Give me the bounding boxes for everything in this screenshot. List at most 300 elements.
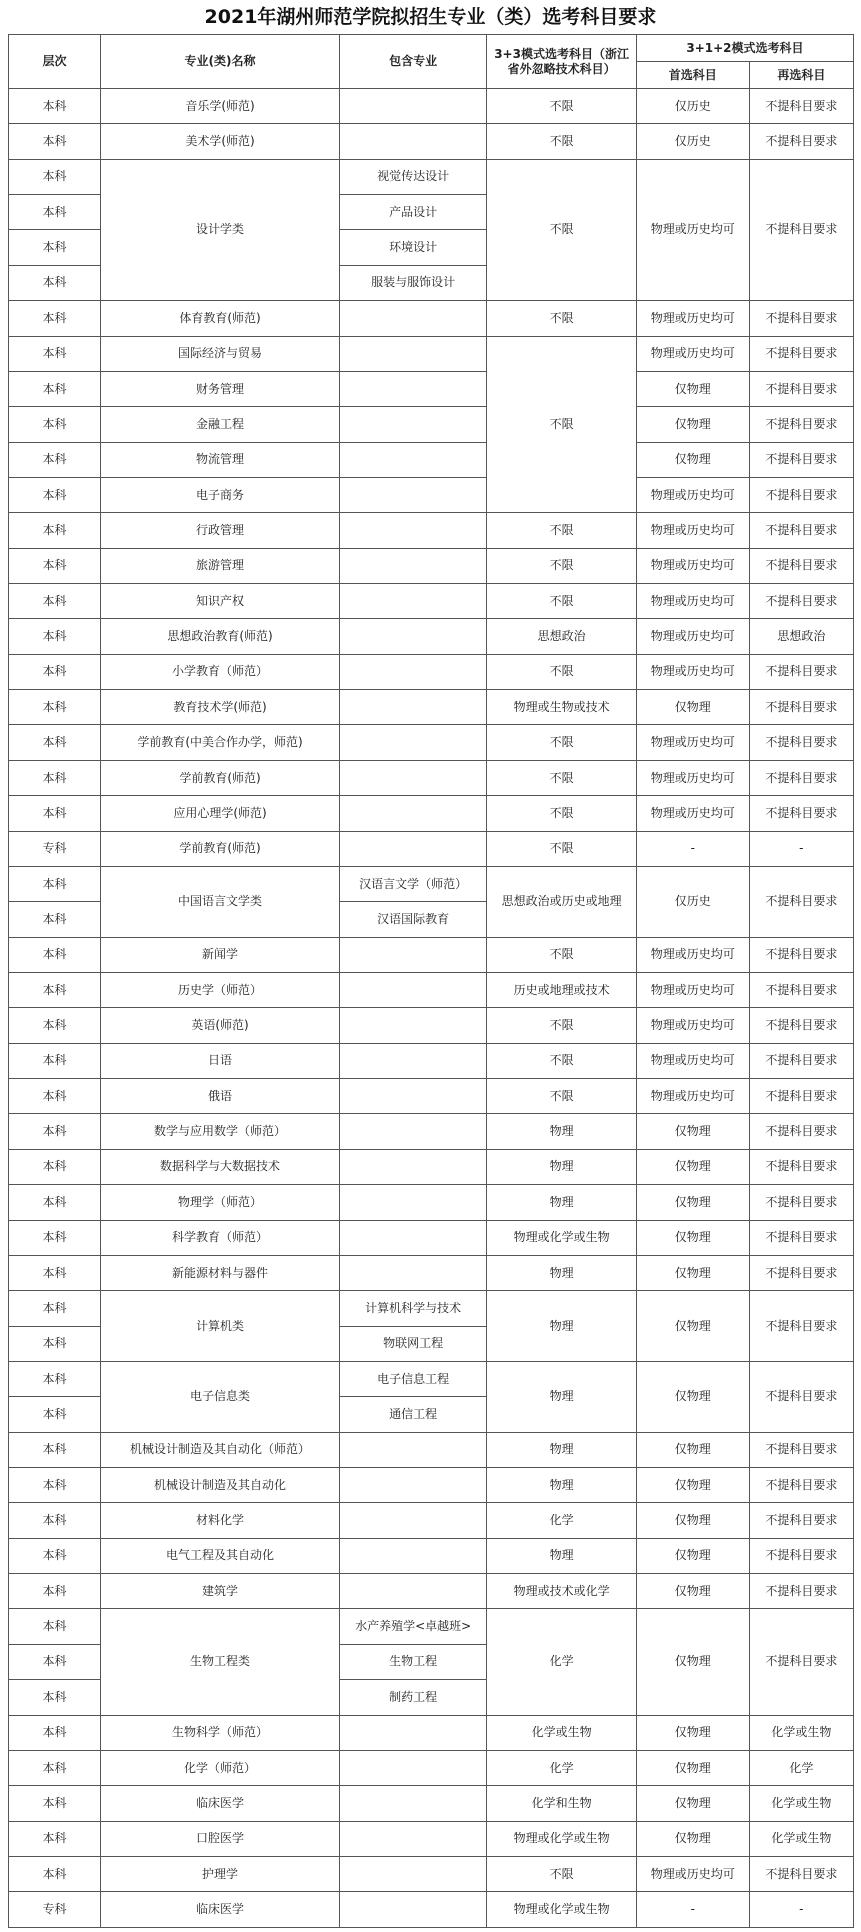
cell-level: 本科 [9, 902, 101, 937]
cell-major-name: 计算机类 [100, 1291, 339, 1362]
cell-sub-major [340, 477, 487, 512]
cell-level: 本科 [9, 230, 101, 265]
cell-mode-3-3: 不限 [487, 1856, 637, 1891]
cell-first-subject: 仅物理 [636, 1468, 749, 1503]
page-title: 2021年湖州师范学院拟招生专业（类）选考科目要求 [204, 6, 657, 28]
cell-second-subject: 不提科目要求 [749, 1574, 853, 1609]
cell-major-name: 学前教育(师范) [100, 831, 339, 866]
header-row [9, 35, 854, 62]
cell-major-name: 学前教育(师范) [100, 760, 339, 795]
table-row [9, 972, 854, 1007]
cell-sub-major: 生物工程 [340, 1644, 487, 1679]
cell-mode-3-3: 物理 [487, 1185, 637, 1220]
table-row [9, 1432, 854, 1467]
cell-major-name: 数据科学与大数据技术 [100, 1149, 339, 1184]
cell-level: 专科 [9, 831, 101, 866]
cell-level: 本科 [9, 1786, 101, 1821]
cell-first-subject: 仅物理 [636, 1574, 749, 1609]
cell-major-name: 新能源材料与器件 [100, 1255, 339, 1290]
table-row [9, 1220, 854, 1255]
table-row [9, 1609, 854, 1644]
cell-level: 本科 [9, 407, 101, 442]
cell-mode-3-3: 不限 [487, 796, 637, 831]
table-row [9, 866, 854, 901]
cell-sub-major [340, 124, 487, 159]
cell-mode-3-3: 物理或化学或生物 [487, 1821, 637, 1856]
cell-major-name: 俄语 [100, 1079, 339, 1114]
cell-first-subject: 仅物理 [636, 1432, 749, 1467]
cell-level: 本科 [9, 301, 101, 336]
cell-second-subject: 不提科目要求 [749, 1220, 853, 1255]
cell-mode-3-3: 不限 [487, 1008, 637, 1043]
table-row [9, 477, 854, 512]
cell-major-name: 旅游管理 [100, 548, 339, 583]
cell-second-subject: 不提科目要求 [749, 972, 853, 1007]
cell-level: 本科 [9, 1255, 101, 1290]
cell-second-subject: 不提科目要求 [749, 1149, 853, 1184]
cell-major-name: 教育技术学(师范) [100, 690, 339, 725]
cell-sub-major [340, 1079, 487, 1114]
cell-level: 本科 [9, 1538, 101, 1573]
cell-sub-major: 计算机科学与技术 [340, 1291, 487, 1326]
cell-first-subject: 物理或历史均可 [636, 336, 749, 371]
cell-first-subject: 物理或历史均可 [636, 1043, 749, 1078]
cell-level: 本科 [9, 796, 101, 831]
table-row [9, 1255, 854, 1290]
table-row [9, 89, 854, 124]
cell-first-subject: 仅历史 [636, 124, 749, 159]
cell-sub-major [340, 619, 487, 654]
cell-sub-major: 物联网工程 [340, 1326, 487, 1361]
cell-major-name: 美术学(师范) [100, 124, 339, 159]
cell-second-subject: 化学或生物 [749, 1786, 853, 1821]
header-second-subject: 再选科目 [749, 62, 853, 89]
cell-level: 本科 [9, 195, 101, 230]
cell-second-subject: 不提科目要求 [749, 301, 853, 336]
cell-mode-3-3: 历史或地理或技术 [487, 972, 637, 1007]
cell-first-subject: 物理或历史均可 [636, 654, 749, 689]
cell-mode-3-3: 物理 [487, 1538, 637, 1573]
cell-sub-major [340, 1574, 487, 1609]
cell-second-subject: 不提科目要求 [749, 442, 853, 477]
cell-sub-major [340, 1114, 487, 1149]
cell-mode-3-3: 物理 [487, 1468, 637, 1503]
cell-first-subject: 物理或历史均可 [636, 937, 749, 972]
table-row [9, 796, 854, 831]
cell-major-name: 知识产权 [100, 584, 339, 619]
requirements-table [8, 34, 854, 1928]
cell-first-subject: 物理或历史均可 [636, 1856, 749, 1891]
cell-second-subject: 不提科目要求 [749, 690, 853, 725]
cell-level: 本科 [9, 584, 101, 619]
cell-sub-major [340, 831, 487, 866]
table-row [9, 159, 854, 194]
table-row [9, 1821, 854, 1856]
cell-level: 本科 [9, 265, 101, 300]
cell-second-subject: 不提科目要求 [749, 548, 853, 583]
cell-major-name: 财务管理 [100, 371, 339, 406]
table-row [9, 937, 854, 972]
cell-sub-major: 环境设计 [340, 230, 487, 265]
cell-level: 本科 [9, 371, 101, 406]
cell-mode-3-3: 不限 [487, 760, 637, 795]
requirements-table-wrapper [8, 34, 854, 1928]
cell-second-subject: 不提科目要求 [749, 760, 853, 795]
table-row [9, 831, 854, 866]
cell-level: 本科 [9, 442, 101, 477]
cell-major-name: 中国语言文学类 [100, 866, 339, 937]
cell-level: 本科 [9, 1715, 101, 1750]
cell-first-subject: 物理或历史均可 [636, 796, 749, 831]
cell-major-name: 历史学（师范） [100, 972, 339, 1007]
table-row [9, 407, 854, 442]
cell-major-name: 电气工程及其自动化 [100, 1538, 339, 1573]
cell-major-name: 电子商务 [100, 477, 339, 512]
cell-major-name: 物理学（师范） [100, 1185, 339, 1220]
cell-level: 本科 [9, 1291, 101, 1326]
cell-sub-major [340, 1538, 487, 1573]
cell-level: 本科 [9, 654, 101, 689]
cell-mode-3-3: 物理或化学或生物 [487, 1892, 637, 1928]
cell-first-subject: 物理或历史均可 [636, 619, 749, 654]
cell-second-subject: 不提科目要求 [749, 1538, 853, 1573]
cell-mode-3-3: 不限 [487, 513, 637, 548]
cell-level: 本科 [9, 619, 101, 654]
cell-sub-major [340, 796, 487, 831]
cell-sub-major [340, 548, 487, 583]
cell-major-name: 金融工程 [100, 407, 339, 442]
cell-first-subject: 物理或历史均可 [636, 760, 749, 795]
cell-mode-3-3: 化学 [487, 1750, 637, 1785]
cell-level: 本科 [9, 690, 101, 725]
cell-major-name: 材料化学 [100, 1503, 339, 1538]
cell-sub-major [340, 442, 487, 477]
cell-mode-3-3: 物理或化学或生物 [487, 1220, 637, 1255]
cell-mode-3-3: 物理 [487, 1149, 637, 1184]
table-row [9, 1149, 854, 1184]
cell-second-subject: 不提科目要求 [749, 866, 853, 937]
cell-first-subject: 仅物理 [636, 442, 749, 477]
cell-major-name: 口腔医学 [100, 1821, 339, 1856]
table-row [9, 442, 854, 477]
cell-mode-3-3: 不限 [487, 548, 637, 583]
table-row [9, 1503, 854, 1538]
cell-second-subject: 不提科目要求 [749, 1291, 853, 1362]
cell-second-subject: 不提科目要求 [749, 1043, 853, 1078]
cell-first-subject: 物理或历史均可 [636, 972, 749, 1007]
table-row [9, 548, 854, 583]
table-row [9, 1786, 854, 1821]
cell-mode-3-3: 不限 [487, 1079, 637, 1114]
cell-sub-major [340, 760, 487, 795]
table-row [9, 124, 854, 159]
cell-mode-3-3: 化学 [487, 1503, 637, 1538]
cell-second-subject: 不提科目要求 [749, 513, 853, 548]
table-row [9, 1856, 854, 1891]
cell-sub-major [340, 1043, 487, 1078]
cell-sub-major [340, 1503, 487, 1538]
cell-first-subject: 仅物理 [636, 1291, 749, 1362]
cell-level: 本科 [9, 866, 101, 901]
cell-second-subject: 不提科目要求 [749, 725, 853, 760]
cell-mode-3-3: 化学和生物 [487, 1786, 637, 1821]
cell-first-subject: 物理或历史均可 [636, 1079, 749, 1114]
cell-mode-3-3: 思想政治或历史或地理 [487, 866, 637, 937]
cell-mode-3-3: 不限 [487, 1043, 637, 1078]
cell-sub-major [340, 1750, 487, 1785]
cell-sub-major [340, 584, 487, 619]
cell-level: 本科 [9, 1043, 101, 1078]
cell-major-name: 日语 [100, 1043, 339, 1078]
cell-major-name: 行政管理 [100, 513, 339, 548]
cell-first-subject: 仅物理 [636, 1255, 749, 1290]
cell-second-subject: 化学 [749, 1750, 853, 1785]
table-row [9, 1892, 854, 1928]
cell-mode-3-3: 物理 [487, 1361, 637, 1432]
cell-sub-major [340, 1220, 487, 1255]
table-row [9, 725, 854, 760]
cell-level: 本科 [9, 1432, 101, 1467]
cell-major-name: 机械设计制造及其自动化 [100, 1468, 339, 1503]
cell-level: 本科 [9, 1574, 101, 1609]
cell-level: 本科 [9, 1397, 101, 1432]
cell-first-subject: 物理或历史均可 [636, 725, 749, 760]
cell-level: 本科 [9, 1750, 101, 1785]
cell-sub-major: 视觉传达设计 [340, 159, 487, 194]
cell-major-name: 新闻学 [100, 937, 339, 972]
cell-sub-major: 电子信息工程 [340, 1361, 487, 1396]
cell-major-name: 国际经济与贸易 [100, 336, 339, 371]
cell-mode-3-3: 不限 [487, 831, 637, 866]
cell-first-subject: 物理或历史均可 [636, 159, 749, 300]
cell-level: 本科 [9, 1114, 101, 1149]
cell-first-subject: 物理或历史均可 [636, 1008, 749, 1043]
cell-mode-3-3: 化学或生物 [487, 1715, 637, 1750]
cell-major-name: 体育教育(师范) [100, 301, 339, 336]
cell-level: 本科 [9, 89, 101, 124]
cell-second-subject: 不提科目要求 [749, 1361, 853, 1432]
cell-major-name: 机械设计制造及其自动化（师范） [100, 1432, 339, 1467]
cell-level: 本科 [9, 1856, 101, 1891]
cell-second-subject: 化学或生物 [749, 1715, 853, 1750]
cell-major-name: 物流管理 [100, 442, 339, 477]
cell-second-subject: 不提科目要求 [749, 89, 853, 124]
cell-level: 本科 [9, 159, 101, 194]
cell-sub-major [340, 654, 487, 689]
cell-major-name: 应用心理学(师范) [100, 796, 339, 831]
cell-level: 本科 [9, 124, 101, 159]
cell-second-subject: 思想政治 [749, 619, 853, 654]
cell-level: 本科 [9, 1326, 101, 1361]
cell-sub-major [340, 1821, 487, 1856]
cell-second-subject: 不提科目要求 [749, 937, 853, 972]
cell-first-subject: 仅物理 [636, 1185, 749, 1220]
table-row [9, 1079, 854, 1114]
cell-sub-major [340, 336, 487, 371]
cell-sub-major [340, 1468, 487, 1503]
cell-second-subject: 不提科目要求 [749, 1503, 853, 1538]
cell-sub-major [340, 301, 487, 336]
cell-second-subject: 不提科目要求 [749, 336, 853, 371]
cell-sub-major [340, 937, 487, 972]
cell-first-subject: 仅物理 [636, 1114, 749, 1149]
table-row [9, 584, 854, 619]
header-mode-3-3: 3+3模式选考科目（浙江省外忽略技术科目） [487, 35, 637, 89]
cell-major-name: 临床医学 [100, 1786, 339, 1821]
cell-major-name: 科学教育（师范） [100, 1220, 339, 1255]
cell-first-subject: 仅物理 [636, 371, 749, 406]
table-row [9, 1008, 854, 1043]
cell-sub-major [340, 513, 487, 548]
cell-second-subject: 不提科目要求 [749, 407, 853, 442]
cell-second-subject: 不提科目要求 [749, 1114, 853, 1149]
cell-sub-major [340, 1432, 487, 1467]
cell-sub-major: 水产养殖学<卓越班> [340, 1609, 487, 1644]
cell-mode-3-3: 不限 [487, 89, 637, 124]
header-first-subject: 首选科目 [636, 62, 749, 89]
cell-first-subject: 仅物理 [636, 407, 749, 442]
cell-mode-3-3: 物理 [487, 1291, 637, 1362]
cell-sub-major [340, 1185, 487, 1220]
cell-first-subject: 仅物理 [636, 1750, 749, 1785]
table-row [9, 371, 854, 406]
cell-first-subject: 仅物理 [636, 1538, 749, 1573]
cell-second-subject: - [749, 831, 853, 866]
cell-sub-major: 产品设计 [340, 195, 487, 230]
cell-first-subject: 仅物理 [636, 1821, 749, 1856]
cell-level: 本科 [9, 1503, 101, 1538]
cell-level: 本科 [9, 1220, 101, 1255]
cell-sub-major: 通信工程 [340, 1397, 487, 1432]
cell-mode-3-3: 不限 [487, 159, 637, 300]
cell-first-subject: 仅物理 [636, 1503, 749, 1538]
cell-first-subject: 仅物理 [636, 1361, 749, 1432]
cell-second-subject: 不提科目要求 [749, 159, 853, 300]
cell-major-name: 化学（师范） [100, 1750, 339, 1785]
cell-level: 本科 [9, 1609, 101, 1644]
cell-major-name: 护理学 [100, 1856, 339, 1891]
table-row [9, 513, 854, 548]
cell-major-name: 设计学类 [100, 159, 339, 300]
table-row [9, 619, 854, 654]
cell-second-subject: 不提科目要求 [749, 1432, 853, 1467]
cell-first-subject: 物理或历史均可 [636, 548, 749, 583]
cell-level: 本科 [9, 937, 101, 972]
cell-sub-major [340, 1892, 487, 1928]
cell-level: 本科 [9, 760, 101, 795]
cell-mode-3-3: 思想政治 [487, 619, 637, 654]
cell-sub-major [340, 89, 487, 124]
table-row [9, 301, 854, 336]
cell-major-name: 临床医学 [100, 1892, 339, 1928]
cell-second-subject: 不提科目要求 [749, 584, 853, 619]
cell-second-subject: 不提科目要求 [749, 1079, 853, 1114]
header-sub-majors: 包含专业 [340, 35, 487, 89]
cell-mode-3-3: 物理 [487, 1432, 637, 1467]
cell-level: 本科 [9, 513, 101, 548]
cell-second-subject: 不提科目要求 [749, 1468, 853, 1503]
cell-second-subject: 不提科目要求 [749, 1185, 853, 1220]
cell-sub-major [340, 1255, 487, 1290]
cell-level: 本科 [9, 1185, 101, 1220]
table-row [9, 760, 854, 795]
cell-sub-major: 汉语国际教育 [340, 902, 487, 937]
table-row [9, 336, 854, 371]
cell-sub-major: 服装与服饰设计 [340, 265, 487, 300]
cell-mode-3-3: 不限 [487, 937, 637, 972]
cell-level: 本科 [9, 1361, 101, 1396]
table-row [9, 1468, 854, 1503]
cell-second-subject: 不提科目要求 [749, 654, 853, 689]
cell-major-name: 音乐学(师范) [100, 89, 339, 124]
cell-second-subject: 不提科目要求 [749, 1008, 853, 1043]
cell-major-name: 电子信息类 [100, 1361, 339, 1432]
table-row [9, 1185, 854, 1220]
cell-mode-3-3: 不限 [487, 654, 637, 689]
cell-first-subject: - [636, 831, 749, 866]
cell-level: 本科 [9, 336, 101, 371]
cell-mode-3-3: 物理 [487, 1114, 637, 1149]
cell-mode-3-3: 物理 [487, 1255, 637, 1290]
cell-level: 本科 [9, 1468, 101, 1503]
cell-level: 本科 [9, 477, 101, 512]
header-major: 专业(类)名称 [100, 35, 339, 89]
cell-sub-major [340, 1149, 487, 1184]
cell-level: 本科 [9, 1079, 101, 1114]
cell-mode-3-3: 不限 [487, 336, 637, 513]
cell-level: 专科 [9, 1892, 101, 1928]
cell-first-subject: 仅历史 [636, 89, 749, 124]
cell-sub-major [340, 1786, 487, 1821]
cell-first-subject: 物理或历史均可 [636, 477, 749, 512]
cell-sub-major: 制药工程 [340, 1680, 487, 1715]
header-mode-3-1-2: 3+1+2模式选考科目 [636, 35, 853, 62]
cell-level: 本科 [9, 1008, 101, 1043]
cell-second-subject: 不提科目要求 [749, 371, 853, 406]
cell-first-subject: 仅物理 [636, 1715, 749, 1750]
cell-major-name: 生物工程类 [100, 1609, 339, 1715]
cell-first-subject: 仅物理 [636, 1149, 749, 1184]
cell-first-subject: - [636, 1892, 749, 1928]
cell-second-subject: 不提科目要求 [749, 1255, 853, 1290]
cell-sub-major [340, 407, 487, 442]
cell-mode-3-3: 不限 [487, 584, 637, 619]
cell-second-subject: 不提科目要求 [749, 124, 853, 159]
cell-mode-3-3: 物理或生物或技术 [487, 690, 637, 725]
table-row [9, 1291, 854, 1326]
cell-major-name: 英语(师范) [100, 1008, 339, 1043]
table-row [9, 1114, 854, 1149]
cell-level: 本科 [9, 725, 101, 760]
cell-level: 本科 [9, 1149, 101, 1184]
cell-mode-3-3: 不限 [487, 725, 637, 760]
cell-first-subject: 物理或历史均可 [636, 301, 749, 336]
cell-second-subject: 不提科目要求 [749, 796, 853, 831]
cell-second-subject: 不提科目要求 [749, 1609, 853, 1715]
table-row [9, 1715, 854, 1750]
cell-first-subject: 仅历史 [636, 866, 749, 937]
cell-first-subject: 物理或历史均可 [636, 584, 749, 619]
table-row [9, 690, 854, 725]
cell-major-name: 思想政治教育(师范) [100, 619, 339, 654]
cell-major-name: 生物科学（师范） [100, 1715, 339, 1750]
cell-major-name: 数学与应用数学（师范） [100, 1114, 339, 1149]
cell-sub-major: 汉语言文学（师范） [340, 866, 487, 901]
cell-second-subject: 不提科目要求 [749, 1856, 853, 1891]
cell-mode-3-3: 不限 [487, 124, 637, 159]
table-row [9, 1043, 854, 1078]
table-row [9, 1361, 854, 1396]
